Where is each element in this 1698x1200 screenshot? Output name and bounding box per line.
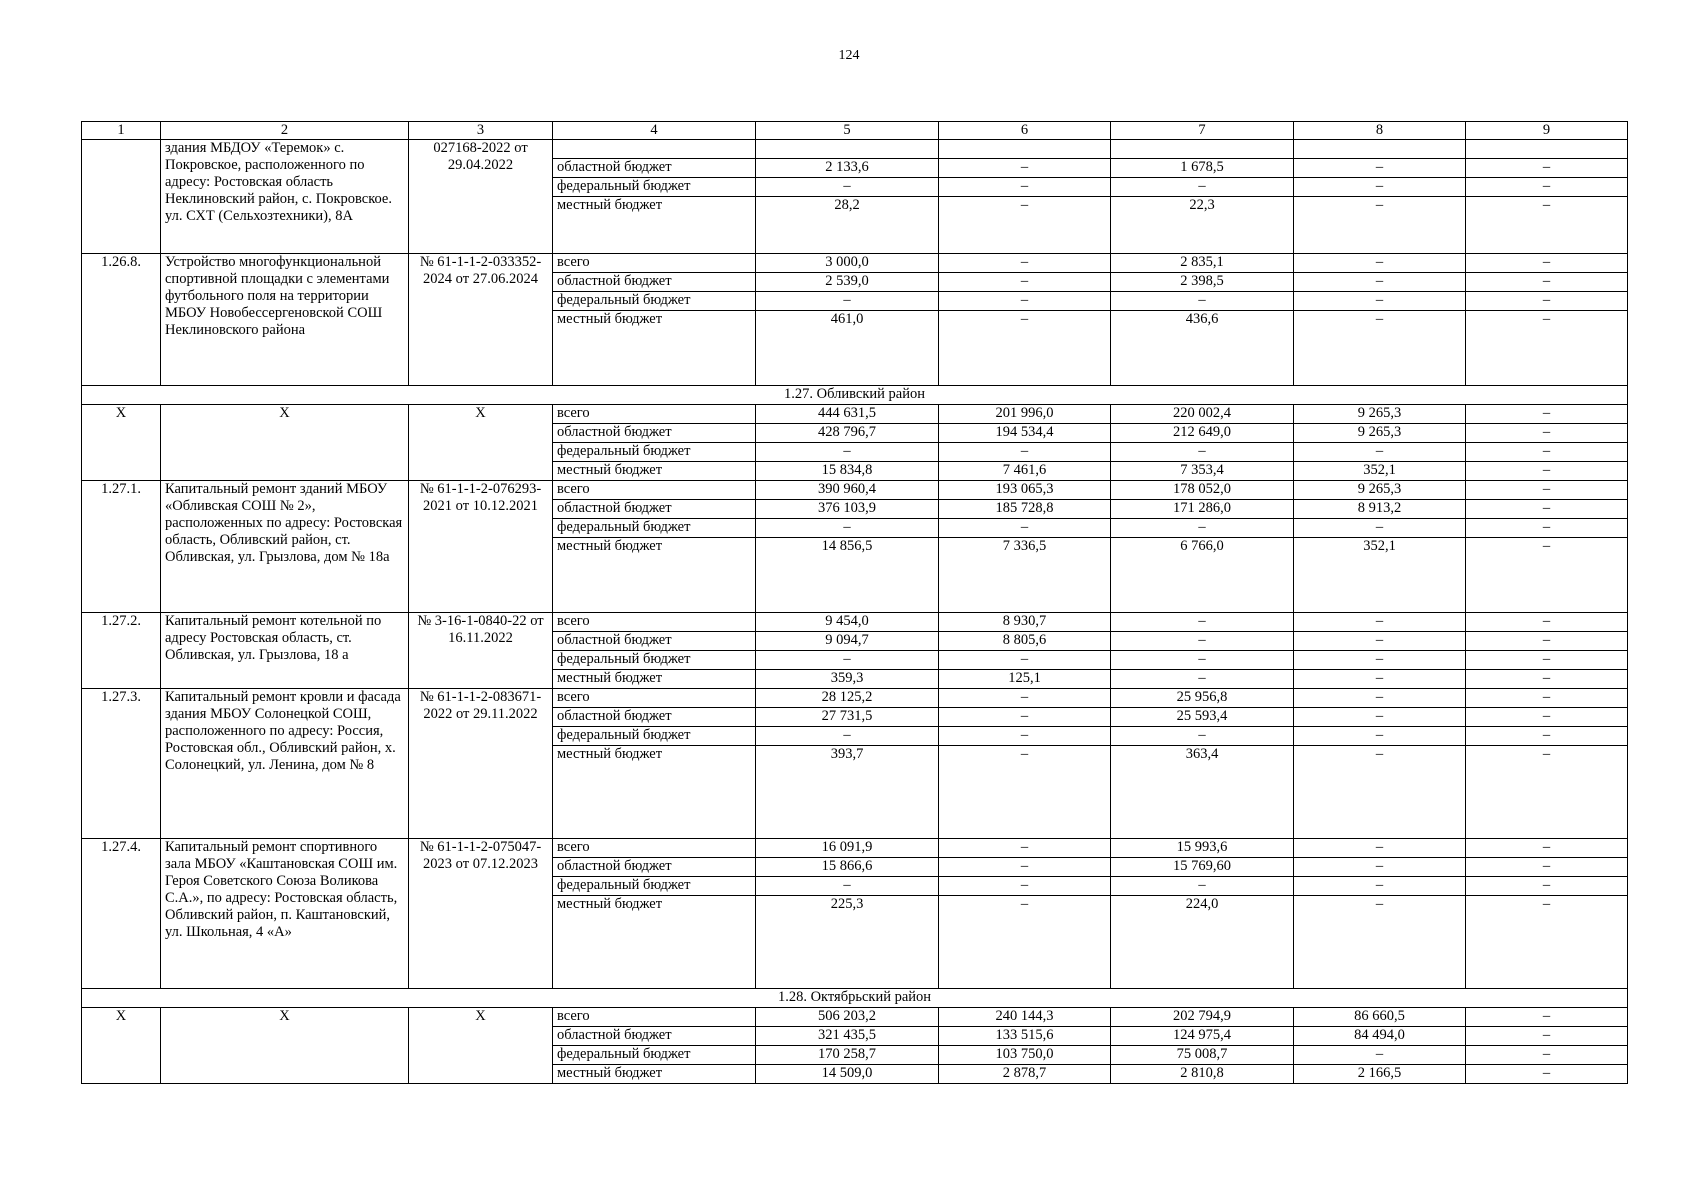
value-col-6: 8 805,6 — [939, 632, 1111, 651]
value-col-6: – — [939, 273, 1111, 292]
value-col-7: 22,3 — [1111, 197, 1294, 254]
table-row — [82, 405, 1628, 424]
value-col-5: 16 091,9 — [756, 839, 939, 858]
value-col-9: – — [1466, 197, 1628, 254]
item-number: 1.27.3. — [82, 689, 161, 839]
item-name: Устройство многофункциональной спортивной площадки с элементами футбольного поля на территории МБОУ Новобессергеновской СОШ Неклиновского района — [161, 254, 409, 386]
value-col-6: – — [939, 727, 1111, 746]
value-col-8: – — [1294, 670, 1466, 689]
value-col-5: 390 960,4 — [756, 481, 939, 500]
item-code: № 61-1-1-2-083671-2022 от 29.11.2022 — [409, 689, 553, 839]
value-col-8: – — [1294, 613, 1466, 632]
value-col-7: 124 975,4 — [1111, 1027, 1294, 1046]
value-col-9: – — [1466, 858, 1628, 877]
column-header: 8 — [1294, 122, 1466, 140]
value-col-6: – — [939, 651, 1111, 670]
item-code: 027168-2022 от 29.04.2022 — [409, 140, 553, 254]
funding-source: местный бюджет — [553, 197, 756, 254]
value-col-8: – — [1294, 292, 1466, 311]
item-name: здания МБДОУ «Теремок» с. Покровское, расположенного по адресу: Ростовская область Неклиновский район, с. Покровское. ул. СХТ (Сельхозтехники), 8А — [161, 140, 409, 254]
value-col-7: 363,4 — [1111, 746, 1294, 839]
item-name: Капитальный ремонт кровли и фасада здания МБОУ Солонецкой СОШ, расположенного по адресу: Россия, Ростовская обл., Обливский район, х. Солонецкий, ул. Ленина, дом № 8 — [161, 689, 409, 839]
funding-source: местный бюджет — [553, 746, 756, 839]
table-row — [82, 481, 1628, 500]
section-title: 1.28. Октябрьский район — [82, 989, 1628, 1008]
value-col-8: – — [1294, 443, 1466, 462]
table-row — [82, 254, 1628, 273]
value-col-7: – — [1111, 651, 1294, 670]
column-header: 2 — [161, 122, 409, 140]
value-col-5: 14 856,5 — [756, 538, 939, 613]
value-col-9: – — [1466, 254, 1628, 273]
item-name: Х — [161, 1008, 409, 1084]
funding-source: местный бюджет — [553, 1065, 756, 1084]
section-row — [82, 989, 1628, 1008]
value-col-9: – — [1466, 689, 1628, 708]
item-code: № 61-1-1-2-076293-2021 от 10.12.2021 — [409, 481, 553, 613]
value-col-9: – — [1466, 708, 1628, 727]
value-col-8: – — [1294, 159, 1466, 178]
value-col-7: 202 794,9 — [1111, 1008, 1294, 1027]
value-col-9: – — [1466, 443, 1628, 462]
value-col-5: 359,3 — [756, 670, 939, 689]
funding-source: всего — [553, 1008, 756, 1027]
column-header: 3 — [409, 122, 553, 140]
value-col-8: – — [1294, 651, 1466, 670]
value-col-7: – — [1111, 178, 1294, 197]
funding-source: всего — [553, 839, 756, 858]
value-col-6: – — [939, 159, 1111, 178]
table-row — [82, 1008, 1628, 1027]
funding-source: местный бюджет — [553, 462, 756, 481]
value-col-6: – — [939, 708, 1111, 727]
column-header: 6 — [939, 122, 1111, 140]
value-col-9: – — [1466, 1027, 1628, 1046]
value-col-8: 352,1 — [1294, 538, 1466, 613]
value-col-8: – — [1294, 311, 1466, 386]
value-col-5: – — [756, 651, 939, 670]
value-col-9: – — [1466, 1065, 1628, 1084]
funding-source: областной бюджет — [553, 500, 756, 519]
value-col-5: – — [756, 178, 939, 197]
table-row — [82, 689, 1628, 708]
funding-source: федеральный бюджет — [553, 727, 756, 746]
value-col-6: – — [939, 858, 1111, 877]
value-col-5: 506 203,2 — [756, 1008, 939, 1027]
value-col-7: 7 353,4 — [1111, 462, 1294, 481]
value-col-6: 2 878,7 — [939, 1065, 1111, 1084]
value-col-8: 9 265,3 — [1294, 424, 1466, 443]
value-col-5: – — [756, 292, 939, 311]
value-col-5: 28,2 — [756, 197, 939, 254]
value-col-5: 9 094,7 — [756, 632, 939, 651]
value-col-5: 444 631,5 — [756, 405, 939, 424]
funding-source: местный бюджет — [553, 538, 756, 613]
value-col-9: – — [1466, 670, 1628, 689]
value-col-7: 436,6 — [1111, 311, 1294, 386]
value-col-6: – — [939, 877, 1111, 896]
funding-source: областной бюджет — [553, 273, 756, 292]
value-col-7: 2 810,8 — [1111, 1065, 1294, 1084]
item-name: Капитальный ремонт спортивного зала МБОУ «Каштановская СОШ им. Героя Советского Союза Воликова С.А.», по адресу: Ростовская область, Обливский район, п. Каштановский, ул. Школьная, 4 «А» — [161, 839, 409, 989]
value-col-6 — [939, 140, 1111, 159]
value-col-6: – — [939, 254, 1111, 273]
value-col-9: – — [1466, 273, 1628, 292]
item-number: 1.27.4. — [82, 839, 161, 989]
column-header: 4 — [553, 122, 756, 140]
value-col-9: – — [1466, 405, 1628, 424]
funding-source: федеральный бюджет — [553, 292, 756, 311]
value-col-6: – — [939, 839, 1111, 858]
value-col-9: – — [1466, 896, 1628, 989]
value-col-6: – — [939, 311, 1111, 386]
value-col-7: 25 956,8 — [1111, 689, 1294, 708]
table-row — [82, 613, 1628, 632]
value-col-5: 2 133,6 — [756, 159, 939, 178]
funding-source: областной бюджет — [553, 632, 756, 651]
column-header: 9 — [1466, 122, 1628, 140]
value-col-9: – — [1466, 500, 1628, 519]
item-code: № 3-16-1-0840-22 от 16.11.2022 — [409, 613, 553, 689]
funding-source: федеральный бюджет — [553, 519, 756, 538]
value-col-6: 201 996,0 — [939, 405, 1111, 424]
value-col-8: 2 166,5 — [1294, 1065, 1466, 1084]
value-col-5: – — [756, 443, 939, 462]
value-col-8: – — [1294, 727, 1466, 746]
value-col-9: – — [1466, 292, 1628, 311]
value-col-8: 8 913,2 — [1294, 500, 1466, 519]
value-col-5: – — [756, 519, 939, 538]
value-col-7: 25 593,4 — [1111, 708, 1294, 727]
value-col-8: – — [1294, 197, 1466, 254]
value-col-6: 185 728,8 — [939, 500, 1111, 519]
value-col-7: – — [1111, 670, 1294, 689]
value-col-9: – — [1466, 424, 1628, 443]
table-row — [82, 839, 1628, 858]
funding-source: всего — [553, 613, 756, 632]
column-header: 7 — [1111, 122, 1294, 140]
value-col-7: – — [1111, 877, 1294, 896]
value-col-9: – — [1466, 651, 1628, 670]
value-col-5: 461,0 — [756, 311, 939, 386]
value-col-7: 224,0 — [1111, 896, 1294, 989]
value-col-5 — [756, 140, 939, 159]
value-col-8: – — [1294, 254, 1466, 273]
value-col-6: 133 515,6 — [939, 1027, 1111, 1046]
table-header — [82, 122, 1628, 140]
value-col-7: 15 993,6 — [1111, 839, 1294, 858]
funding-source: всего — [553, 481, 756, 500]
value-col-7 — [1111, 140, 1294, 159]
value-col-6: – — [939, 896, 1111, 989]
value-col-8: – — [1294, 1046, 1466, 1065]
column-header: 5 — [756, 122, 939, 140]
funding-source: всего — [553, 689, 756, 708]
value-col-6: 8 930,7 — [939, 613, 1111, 632]
value-col-9: – — [1466, 613, 1628, 632]
table-body — [82, 140, 1628, 1084]
value-col-6: – — [939, 292, 1111, 311]
value-col-5: 9 454,0 — [756, 613, 939, 632]
value-col-5: 3 000,0 — [756, 254, 939, 273]
table-row — [82, 140, 1628, 159]
value-col-9: – — [1466, 178, 1628, 197]
value-col-6: – — [939, 519, 1111, 538]
value-col-5: 28 125,2 — [756, 689, 939, 708]
value-col-8: – — [1294, 839, 1466, 858]
value-col-5: – — [756, 727, 939, 746]
value-col-7: 15 769,60 — [1111, 858, 1294, 877]
value-col-8 — [1294, 140, 1466, 159]
value-col-8: 9 265,3 — [1294, 481, 1466, 500]
value-col-7: 212 649,0 — [1111, 424, 1294, 443]
funding-source: местный бюджет — [553, 311, 756, 386]
funding-source: областной бюджет — [553, 424, 756, 443]
value-col-5: 15 866,6 — [756, 858, 939, 877]
value-col-6: 103 750,0 — [939, 1046, 1111, 1065]
funding-source: федеральный бюджет — [553, 178, 756, 197]
page-number: 124 — [838, 48, 860, 63]
funding-source: областной бюджет — [553, 159, 756, 178]
value-col-6: 7 336,5 — [939, 538, 1111, 613]
funding-source: областной бюджет — [553, 858, 756, 877]
item-code: № 61-1-1-2-033352-2024 от 27.06.2024 — [409, 254, 553, 386]
value-col-9 — [1466, 140, 1628, 159]
value-col-9: – — [1466, 746, 1628, 839]
value-col-8: – — [1294, 178, 1466, 197]
budget-table — [81, 121, 1628, 1084]
value-col-7: – — [1111, 519, 1294, 538]
funding-source: местный бюджет — [553, 670, 756, 689]
funding-source: федеральный бюджет — [553, 651, 756, 670]
value-col-5: 170 258,7 — [756, 1046, 939, 1065]
value-col-7: 220 002,4 — [1111, 405, 1294, 424]
section-title: 1.27. Обливский район — [82, 386, 1628, 405]
value-col-8: – — [1294, 632, 1466, 651]
funding-source: областной бюджет — [553, 708, 756, 727]
item-name: Капитальный ремонт котельной по адресу Ростовская область, ст. Обливская, ул. Грызлова, 18 а — [161, 613, 409, 689]
value-col-6: – — [939, 689, 1111, 708]
value-col-7: – — [1111, 292, 1294, 311]
column-header: 1 — [82, 122, 161, 140]
value-col-9: – — [1466, 727, 1628, 746]
item-number — [82, 140, 161, 254]
value-col-7: – — [1111, 443, 1294, 462]
value-col-9: – — [1466, 538, 1628, 613]
value-col-6: – — [939, 197, 1111, 254]
value-col-8: – — [1294, 858, 1466, 877]
funding-source: федеральный бюджет — [553, 443, 756, 462]
value-col-8: 84 494,0 — [1294, 1027, 1466, 1046]
funding-source: федеральный бюджет — [553, 1046, 756, 1065]
value-col-7: – — [1111, 727, 1294, 746]
value-col-9: – — [1466, 877, 1628, 896]
funding-source: областной бюджет — [553, 1027, 756, 1046]
value-col-7: 1 678,5 — [1111, 159, 1294, 178]
value-col-7: – — [1111, 632, 1294, 651]
value-col-9: – — [1466, 481, 1628, 500]
item-number: 1.26.8. — [82, 254, 161, 386]
value-col-9: – — [1466, 519, 1628, 538]
item-name: Капитальный ремонт зданий МБОУ «Обливская СОШ № 2», расположенных по адресу: Ростовская область, Обливский район, ст. Обливская, ул. Грызлова, дом № 18а — [161, 481, 409, 613]
value-col-8: – — [1294, 746, 1466, 839]
value-col-8: 352,1 — [1294, 462, 1466, 481]
value-col-7: 75 008,7 — [1111, 1046, 1294, 1065]
value-col-9: – — [1466, 632, 1628, 651]
item-number: Х — [82, 1008, 161, 1084]
value-col-8: – — [1294, 708, 1466, 727]
value-col-7: 6 766,0 — [1111, 538, 1294, 613]
section-row — [82, 386, 1628, 405]
value-col-5: 376 103,9 — [756, 500, 939, 519]
value-col-5: 393,7 — [756, 746, 939, 839]
value-col-6: – — [939, 443, 1111, 462]
funding-source: местный бюджет — [553, 896, 756, 989]
value-col-6: 194 534,4 — [939, 424, 1111, 443]
value-col-6: 240 144,3 — [939, 1008, 1111, 1027]
funding-source: всего — [553, 405, 756, 424]
value-col-6: 7 461,6 — [939, 462, 1111, 481]
funding-source — [553, 140, 756, 159]
item-name: Х — [161, 405, 409, 481]
value-col-9: – — [1466, 839, 1628, 858]
value-col-6: 193 065,3 — [939, 481, 1111, 500]
value-col-6: – — [939, 746, 1111, 839]
item-code: № 61-1-1-2-075047-2023 от 07.12.2023 — [409, 839, 553, 989]
value-col-8: – — [1294, 877, 1466, 896]
item-code: Х — [409, 1008, 553, 1084]
value-col-7: 2 398,5 — [1111, 273, 1294, 292]
value-col-5: 14 509,0 — [756, 1065, 939, 1084]
value-col-7: 171 286,0 — [1111, 500, 1294, 519]
value-col-5: 15 834,8 — [756, 462, 939, 481]
value-col-9: – — [1466, 1046, 1628, 1065]
value-col-5: 428 796,7 — [756, 424, 939, 443]
value-col-8: – — [1294, 896, 1466, 989]
item-code: Х — [409, 405, 553, 481]
value-col-8: – — [1294, 273, 1466, 292]
funding-source: федеральный бюджет — [553, 877, 756, 896]
value-col-9: – — [1466, 462, 1628, 481]
value-col-5: 225,3 — [756, 896, 939, 989]
value-col-8: 86 660,5 — [1294, 1008, 1466, 1027]
value-col-7: – — [1111, 613, 1294, 632]
value-col-5: 27 731,5 — [756, 708, 939, 727]
value-col-7: 2 835,1 — [1111, 254, 1294, 273]
value-col-5: – — [756, 877, 939, 896]
value-col-5: 321 435,5 — [756, 1027, 939, 1046]
item-number: 1.27.1. — [82, 481, 161, 613]
value-col-9: – — [1466, 1008, 1628, 1027]
item-number: Х — [82, 405, 161, 481]
value-col-9: – — [1466, 311, 1628, 386]
value-col-7: 178 052,0 — [1111, 481, 1294, 500]
value-col-5: 2 539,0 — [756, 273, 939, 292]
value-col-9: – — [1466, 159, 1628, 178]
value-col-6: 125,1 — [939, 670, 1111, 689]
value-col-6: – — [939, 178, 1111, 197]
value-col-8: – — [1294, 689, 1466, 708]
item-number: 1.27.2. — [82, 613, 161, 689]
funding-source: всего — [553, 254, 756, 273]
value-col-8: 9 265,3 — [1294, 405, 1466, 424]
value-col-8: – — [1294, 519, 1466, 538]
